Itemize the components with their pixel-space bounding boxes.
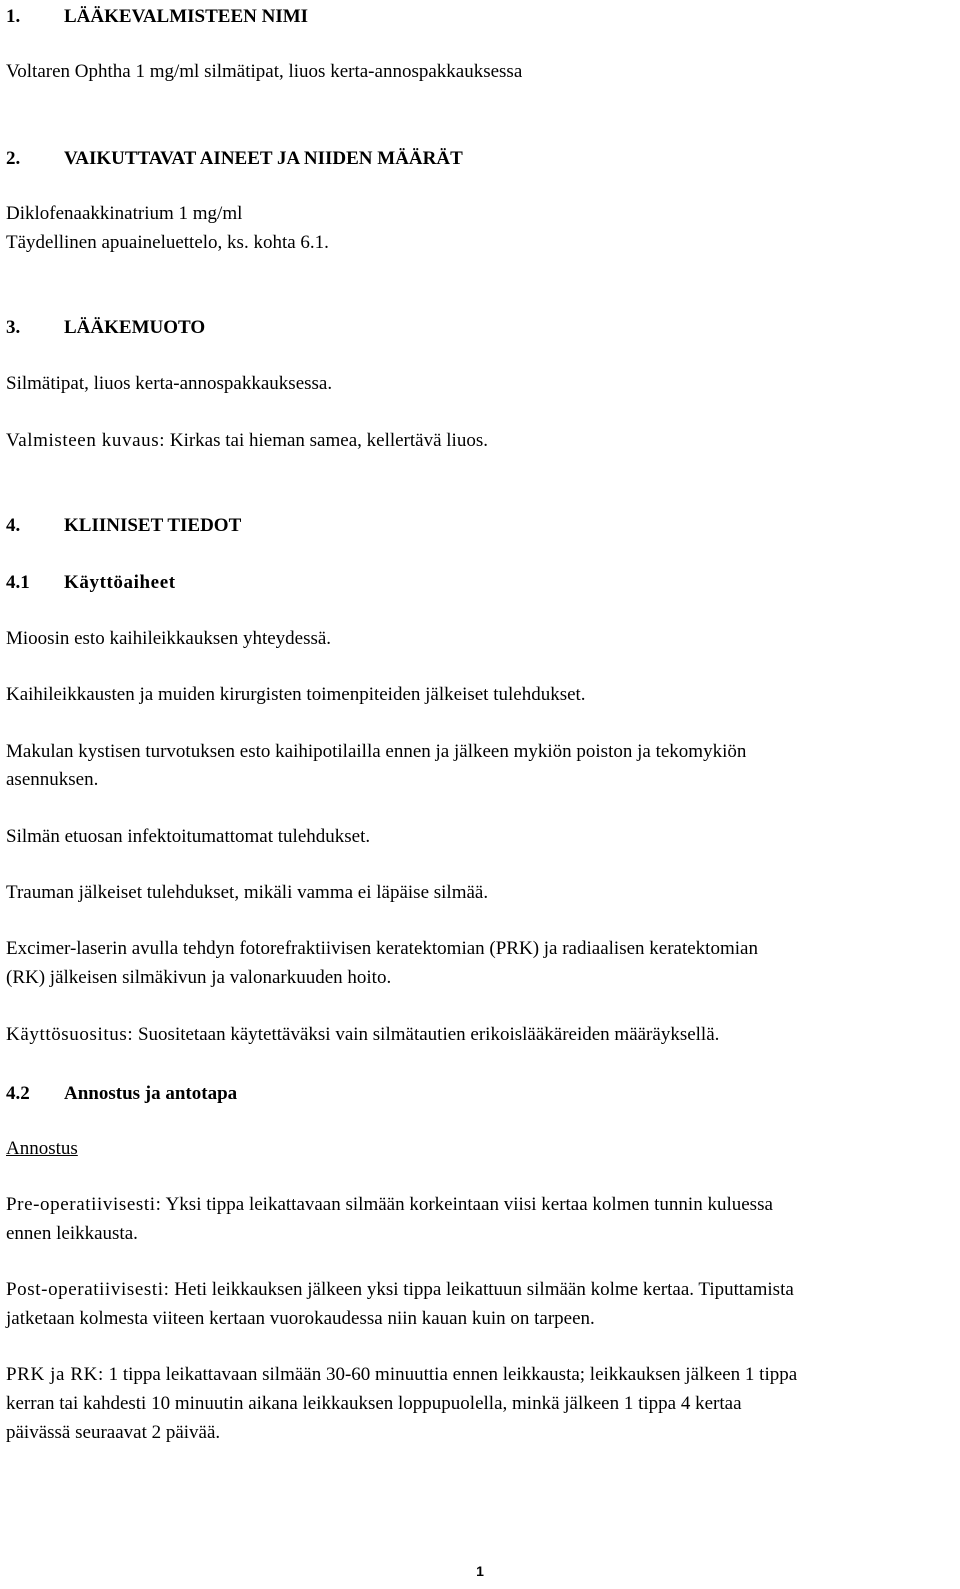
pre-operative-line-2: ennen leikkausta. [6,1223,138,1244]
product-description-text: Kirkas tai hieman samea, kellertävä liuos. [169,430,488,451]
page-number: 1 [476,1563,484,1579]
section-4-1-number: 4.1 [6,572,30,593]
indication-3-line-2: asennuksen. [6,769,99,790]
section-2-number: 2. [6,148,21,169]
usage-recommendation [6,1020,719,1049]
post-operative-line-1 [6,1275,794,1304]
section-4-1-heading [6,568,176,597]
prk-rk-label: PRK ja RK: [6,1364,104,1385]
section-4-1-title: Käyttöaiheet [64,572,176,593]
section-3-title: LÄÄKEMUOTO [64,317,206,338]
usage-recommendation-label: Käyttösuositus: [6,1024,134,1045]
section-1-heading [6,2,308,31]
section-4-2-heading [6,1079,237,1108]
indication-5: Trauman jälkeiset tulehdukset, mikäli vamma ei läpäise silmää. [6,882,489,903]
product-description [6,426,488,455]
prk-rk-line-3: päivässä seuraavat 2 päivää. [6,1422,221,1443]
section-4-number: 4. [6,515,21,536]
dosage-subheading: Annostus [6,1138,78,1159]
indication-3-line-1: Makulan kystisen turvotuksen esto kaihipotilailla ennen ja jälkeen mykiön poiston ja tekomykiön [6,741,747,762]
post-operative-text: Heti leikkauksen jälkeen yksi tippa leikattuun silmään kolme kertaa. Tiputtamista [174,1279,794,1300]
section-4-heading [6,511,241,540]
prk-rk-line-1 [6,1360,797,1389]
prk-rk-line-2: kerran tai kahdesti 10 minuutin aikana leikkauksen loppupuolella, minkä jälkeen 1 tippa 4 kertaa [6,1393,742,1414]
indication-2: Kaihileikkausten ja muiden kirurgisten toimenpiteiden jälkeiset tulehdukset. [6,684,586,705]
indication-4: Silmän etuosan infektoitumattomat tulehdukset. [6,826,371,847]
active-substance-text: Diklofenaakkinatrium 1 mg/ml [6,203,243,224]
post-operative-label: Post-operatiivisesti: [6,1279,170,1300]
section-1-number: 1. [6,6,21,27]
section-1-title: LÄÄKEVALMISTEEN NIMI [64,6,309,27]
indication-6-line-2: (RK) jälkeisen silmäkivun ja valonarkuuden hoito. [6,967,392,988]
pre-operative-label: Pre-operatiivisesti: [6,1194,162,1215]
section-2-heading [6,144,463,173]
post-operative-line-2: jatketaan kolmesta viiteen kertaan vuorokaudessa niin kauan kuin on tarpeen. [6,1308,595,1329]
section-4-2-title: Annostus ja antotapa [64,1083,238,1104]
indication-6-line-1: Excimer-laserin avulla tehdyn fotorefraktiivisen keratektomian (PRK) ja radiaalisen keratektomian [6,938,758,959]
section-3-heading [6,313,205,342]
usage-recommendation-text: Suositetaan käytettäväksi vain silmätautien erikoislääkäreiden määräyksellä. [137,1024,720,1045]
pre-operative-line-1 [6,1190,773,1219]
section-4-2-number: 4.2 [6,1083,30,1104]
indication-1: Mioosin esto kaihileikkauksen yhteydessä. [6,628,332,649]
section-3-number: 3. [6,317,21,338]
product-description-label: Valmisteen kuvaus: [6,430,166,451]
dosage-form-text: Silmätipat, liuos kerta-annospakkauksessa. [6,373,333,394]
pre-operative-text: Yksi tippa leikattavaan silmään korkeintaan viisi kertaa kolmen tunnin kuluessa [165,1194,773,1215]
excipients-reference-text: Täydellinen apuaineluettelo, ks. kohta 6.1. [6,232,329,253]
product-name-text: Voltaren Ophtha 1 mg/ml silmätipat, liuos kerta-annospakkauksessa [6,61,523,82]
section-4-title: KLIINISET TIEDOT [64,515,242,536]
prk-rk-text: 1 tippa leikattavaan silmään 30-60 minuuttia ennen leikkausta; leikkauksen jälkeen 1 tippa [108,1364,798,1385]
section-2-title: VAIKUTTAVAT AINEET JA NIIDEN MÄÄRÄT [64,148,463,169]
